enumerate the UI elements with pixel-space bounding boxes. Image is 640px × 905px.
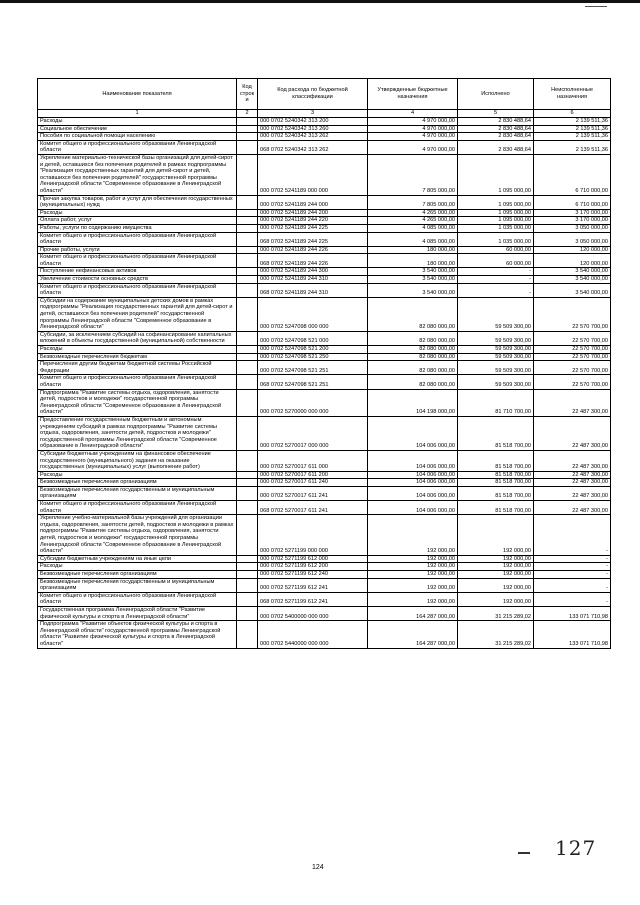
row-approved: 164 287 000,00 — [368, 606, 458, 620]
row-approved: 3 540 000,00 — [368, 268, 458, 276]
row-unexecuted: 133 071 710,98 — [534, 606, 611, 620]
row-unexecuted: 22 570 700,00 — [534, 375, 611, 389]
row-line-code — [237, 224, 258, 232]
table-row — [38, 217, 611, 225]
table-row — [38, 578, 611, 592]
row-executed: 59 509 300,00 — [458, 361, 534, 375]
row-unexecuted: 22 570 700,00 — [534, 346, 611, 354]
row-unexecuted: 133 071 710,98 — [534, 621, 611, 648]
row-name: Расходы — [38, 346, 237, 354]
top-corner-mark — [585, 6, 607, 7]
row-line-code — [237, 154, 258, 195]
row-approved: 104 006 000,00 — [368, 416, 458, 450]
row-unexecuted: 2 139 511,36 — [534, 133, 611, 141]
row-executed: 59 509 300,00 — [458, 346, 534, 354]
row-approved: 180 000,00 — [368, 254, 458, 268]
row-line-code — [237, 389, 258, 416]
row-expense-code: 068 0702 5241189 244 310 — [258, 283, 368, 297]
row-expense-code: 000 0702 5271199 000 000 — [258, 515, 368, 556]
row-expense-code: 000 0702 5440000 000 000 — [258, 621, 368, 648]
stamp-dash — [518, 852, 530, 854]
row-expense-code: 000 0702 5271199 612 240 — [258, 571, 368, 579]
row-expense-code: 000 0702 5241189 244 200 — [258, 209, 368, 217]
row-executed: 1 095 000,00 — [458, 195, 534, 209]
row-executed: 192 000,00 — [458, 571, 534, 579]
row-approved: 104 006 000,00 — [368, 479, 458, 487]
row-expense-code: 068 0702 5240342 313 262 — [258, 140, 368, 154]
table-row — [38, 283, 611, 297]
row-executed: 2 830 488,64 — [458, 125, 534, 133]
row-line-code — [237, 450, 258, 471]
row-approved: 192 000,00 — [368, 563, 458, 571]
row-executed: 1 095 000,00 — [458, 209, 534, 217]
row-approved: 192 000,00 — [368, 592, 458, 606]
row-name: Перечисления другим бюджетам бюджетной системы Российской Федерации — [38, 361, 237, 375]
header-row-code: Код строк и — [237, 79, 258, 110]
row-expense-code: 000 0702 5241189 000 000 — [258, 154, 368, 195]
row-unexecuted: 22 487 300,00 — [534, 486, 611, 500]
column-number: 5 — [458, 110, 534, 118]
row-name: Безвозмездные перечисления государственным и муниципальным организациям — [38, 486, 237, 500]
row-approved: 7 805 000,00 — [368, 154, 458, 195]
column-number: 6 — [534, 110, 611, 118]
row-approved: 4 085 000,00 — [368, 224, 458, 232]
row-line-code — [237, 268, 258, 276]
row-line-code — [237, 555, 258, 563]
table-row — [38, 195, 611, 209]
row-approved: 180 000,00 — [368, 246, 458, 254]
row-line-code — [237, 375, 258, 389]
row-expense-code: 068 0702 5270017 611 241 — [258, 501, 368, 515]
row-expense-code: 000 0702 5241189 244 226 — [258, 246, 368, 254]
row-expense-code: 000 0702 5270017 611 240 — [258, 479, 368, 487]
row-approved: 4 970 000,00 — [368, 118, 458, 126]
row-unexecuted: 3 170 000,00 — [534, 217, 611, 225]
row-unexecuted: 22 487 300,00 — [534, 479, 611, 487]
row-unexecuted: 3 050 000,00 — [534, 232, 611, 246]
budget-execution-table — [37, 78, 611, 649]
row-unexecuted: 2 139 511,36 — [534, 125, 611, 133]
row-approved: 82 080 000,00 — [368, 361, 458, 375]
table-row — [38, 246, 611, 254]
row-name: Пособия по социальной помощи населению — [38, 133, 237, 141]
row-approved: 192 000,00 — [368, 578, 458, 592]
row-executed: 2 830 488,64 — [458, 118, 534, 126]
table-row — [38, 416, 611, 450]
row-name: Подпрограмма "Развитие объектов физической культуры и спорта в Ленинградской области" государственной программы Ленинградской области "Развитие физической культуры и спорта в Ленинградской области" — [38, 621, 237, 648]
row-executed: 1 035 000,00 — [458, 232, 534, 246]
row-line-code — [237, 592, 258, 606]
row-unexecuted: 3 170 000,00 — [534, 209, 611, 217]
row-executed: 59 509 300,00 — [458, 375, 534, 389]
column-number: 1 — [38, 110, 237, 118]
row-unexecuted: - — [534, 563, 611, 571]
row-line-code — [237, 209, 258, 217]
header-indicator-name: Наименование показателя — [38, 79, 237, 110]
row-unexecuted: 22 570 700,00 — [534, 361, 611, 375]
row-approved: 164 287 000,00 — [368, 621, 458, 648]
row-line-code — [237, 353, 258, 361]
row-name: Социальное обеспечение — [38, 125, 237, 133]
row-executed: 81 710 700,00 — [458, 389, 534, 416]
row-unexecuted: 120 000,00 — [534, 246, 611, 254]
row-line-code — [237, 140, 258, 154]
header-approved: Утвержденные бюджетные назначения — [368, 79, 458, 110]
row-unexecuted: - — [534, 555, 611, 563]
table-row — [38, 592, 611, 606]
header-unexecuted: Неисполненные назначения — [534, 79, 611, 110]
row-executed: 31 215 289,02 — [458, 606, 534, 620]
row-name: Комитет общего и профессионального образования Ленинградской области — [38, 140, 237, 154]
row-approved: 4 970 000,00 — [368, 140, 458, 154]
row-name: Комитет общего и профессионального образования Ленинградской области — [38, 232, 237, 246]
row-line-code — [237, 486, 258, 500]
row-executed: 192 000,00 — [458, 563, 534, 571]
table-header-row — [38, 79, 611, 110]
row-expense-code: 000 0702 5241189 244 000 — [258, 195, 368, 209]
row-line-code — [237, 361, 258, 375]
row-line-code — [237, 346, 258, 354]
table-row — [38, 254, 611, 268]
row-line-code — [237, 133, 258, 141]
top-border-line — [0, 0, 640, 3]
table-row — [38, 515, 611, 556]
header-executed: Исполнено — [458, 79, 534, 110]
row-unexecuted: 22 487 300,00 — [534, 471, 611, 479]
row-name: Прочая закупка товаров, работ и услуг для обеспечения государственных (муниципальных) нужд — [38, 195, 237, 209]
row-approved: 192 000,00 — [368, 555, 458, 563]
column-number: 2 — [237, 110, 258, 118]
row-line-code — [237, 571, 258, 579]
row-approved: 104 006 000,00 — [368, 450, 458, 471]
row-expense-code: 000 0702 5241189 244 225 — [258, 224, 368, 232]
table-row — [38, 471, 611, 479]
row-unexecuted: 22 487 300,00 — [534, 450, 611, 471]
row-name: Укрепление учебно-материальной базы учреждений для организации отдыха, оздоровления, занятости детей, подростков и молодежи в рамках подпрограммы "Развитие системы отдыха, оздоровления, занятости детей, подростков и молодежи" государственной программы Ленинградской области "Современное образование в Ленинградской области" — [38, 515, 237, 556]
table-row — [38, 331, 611, 345]
table-row — [38, 268, 611, 276]
row-name: Субсидии, за исключением субсидий на софинансирование капитальных вложений в объекты государственной (муниципальной) собственности — [38, 331, 237, 345]
row-unexecuted: 2 139 511,36 — [534, 118, 611, 126]
table-row — [38, 621, 611, 648]
table-row — [38, 140, 611, 154]
row-expense-code: 068 0702 5241189 244 226 — [258, 254, 368, 268]
row-unexecuted: - — [534, 592, 611, 606]
row-expense-code: 000 0702 5241189 244 220 — [258, 217, 368, 225]
table-row — [38, 571, 611, 579]
row-approved: 4 970 000,00 — [368, 133, 458, 141]
row-expense-code: 000 0702 5241189 244 310 — [258, 276, 368, 284]
row-approved: 82 080 000,00 — [368, 375, 458, 389]
row-expense-code: 000 0702 5271199 612 200 — [258, 563, 368, 571]
row-executed: - — [458, 268, 534, 276]
row-name: Субсидии на содержание муниципальных детских домов в рамках подпрограммы "Реализация государственных гарантий для детей-сирот и детей, оставшихся без попечения родителей" государственной программы Ленинградской области "Современное образование в Ленинградской области" — [38, 297, 237, 331]
column-number: 4 — [368, 110, 458, 118]
row-unexecuted: 22 570 700,00 — [534, 353, 611, 361]
row-expense-code: 000 0702 5271199 612 241 — [258, 578, 368, 592]
row-unexecuted: 22 487 300,00 — [534, 416, 611, 450]
row-expense-code: 000 0702 5270017 611 000 — [258, 450, 368, 471]
row-executed: 2 830 488,64 — [458, 133, 534, 141]
row-unexecuted: 6 710 000,00 — [534, 154, 611, 195]
row-line-code — [237, 232, 258, 246]
row-unexecuted: 22 487 300,00 — [534, 501, 611, 515]
row-line-code — [237, 621, 258, 648]
table-row — [38, 224, 611, 232]
table-row — [38, 479, 611, 487]
row-name: Подпрограмма "Развитие системы отдыха, оздоровления, занятости детей, подростков и молодежи" государственной программы Ленинградской области "Современное образование в Ленинградской области" — [38, 389, 237, 416]
row-name: Комитет общего и профессионального образования Ленинградской области — [38, 375, 237, 389]
table-row — [38, 375, 611, 389]
page-number: 124 — [312, 864, 324, 871]
row-expense-code: 000 0702 5247098 521 251 — [258, 361, 368, 375]
table-row — [38, 297, 611, 331]
row-name: Субсидии бюджетным учреждениям на финансовое обеспечение государственного (муниципального) задания на оказание государственных (муниципальных) услуг (выполнение работ) — [38, 450, 237, 471]
row-unexecuted: - — [534, 578, 611, 592]
row-line-code — [237, 125, 258, 133]
row-executed: 1 095 000,00 — [458, 154, 534, 195]
row-executed: 60 000,00 — [458, 246, 534, 254]
row-name: Укрепление материально-технической базы организаций для детей-сирот и детей, оставшихся без попечения родителей в рамках подпрограммы "Реализация государственных гарантий для детей-сирот и детей, оставшихся без попечения родителей" государственной программы Ленинградской области "Современное образование в Ленинградской области" — [38, 154, 237, 195]
handwritten-page-stamp: 127 — [555, 836, 597, 860]
row-expense-code: 000 0702 5270017 000 000 — [258, 416, 368, 450]
row-expense-code: 000 0702 5240342 313 200 — [258, 118, 368, 126]
row-unexecuted: - — [534, 515, 611, 556]
row-executed: 59 509 300,00 — [458, 331, 534, 345]
row-name: Безвозмездные перечисления организациям — [38, 479, 237, 487]
row-unexecuted: 2 139 511,36 — [534, 140, 611, 154]
row-line-code — [237, 471, 258, 479]
row-unexecuted: 22 570 700,00 — [534, 331, 611, 345]
row-name: Расходы — [38, 563, 237, 571]
row-approved: 4 085 000,00 — [368, 232, 458, 246]
table-row — [38, 154, 611, 195]
row-executed: 2 830 488,64 — [458, 140, 534, 154]
row-executed: 192 000,00 — [458, 592, 534, 606]
row-executed: - — [458, 283, 534, 297]
table-row — [38, 606, 611, 620]
row-unexecuted: 6 710 000,00 — [534, 195, 611, 209]
row-expense-code: 000 0702 5247098 521 250 — [258, 353, 368, 361]
row-executed: 192 000,00 — [458, 578, 534, 592]
row-executed: 59 509 300,00 — [458, 353, 534, 361]
row-approved: 3 540 000,00 — [368, 276, 458, 284]
header-expense-code: Код расхода по бюджетной классификации — [258, 79, 368, 110]
row-expense-code: 000 0702 5400000 000 000 — [258, 606, 368, 620]
row-name: Оплата работ, услуг — [38, 217, 237, 225]
row-expense-code: 000 0702 5240342 313 260 — [258, 125, 368, 133]
row-executed: 81 518 700,00 — [458, 416, 534, 450]
row-unexecuted: 3 050 000,00 — [534, 224, 611, 232]
row-executed: 81 518 700,00 — [458, 471, 534, 479]
row-approved: 4 265 000,00 — [368, 209, 458, 217]
row-name: Увеличение стоимости основных средств — [38, 276, 237, 284]
report-sheet — [37, 78, 610, 649]
row-line-code — [237, 578, 258, 592]
row-line-code — [237, 297, 258, 331]
table-row — [38, 346, 611, 354]
table-row — [38, 555, 611, 563]
row-line-code — [237, 195, 258, 209]
row-name: Безвозмездные перечисления бюджетам — [38, 353, 237, 361]
row-executed: 81 518 700,00 — [458, 450, 534, 471]
table-row — [38, 389, 611, 416]
row-name: Комитет общего и профессионального образования Ленинградской области — [38, 254, 237, 268]
row-name: Расходы — [38, 209, 237, 217]
table-row — [38, 118, 611, 126]
row-executed: 60 000,00 — [458, 254, 534, 268]
row-name: Комитет общего и профессионального образования Ленинградской области — [38, 283, 237, 297]
row-unexecuted: 22 487 300,00 — [534, 389, 611, 416]
row-unexecuted: 3 540 000,00 — [534, 276, 611, 284]
row-approved: 4 970 000,00 — [368, 125, 458, 133]
row-executed: 81 518 700,00 — [458, 501, 534, 515]
row-executed: 81 518 700,00 — [458, 479, 534, 487]
row-line-code — [237, 515, 258, 556]
row-approved: 82 080 000,00 — [368, 297, 458, 331]
row-line-code — [237, 331, 258, 345]
row-executed: 1 035 000,00 — [458, 224, 534, 232]
row-line-code — [237, 246, 258, 254]
table-row — [38, 501, 611, 515]
table-row — [38, 276, 611, 284]
row-approved: 192 000,00 — [368, 515, 458, 556]
row-expense-code: 068 0702 5241189 244 225 — [258, 232, 368, 246]
row-name: Комитет общего и профессионального образования Ленинградской области — [38, 592, 237, 606]
row-approved: 104 006 000,00 — [368, 486, 458, 500]
row-executed: 81 518 700,00 — [458, 486, 534, 500]
row-approved: 82 080 000,00 — [368, 331, 458, 345]
row-executed: 192 000,00 — [458, 555, 534, 563]
row-line-code — [237, 563, 258, 571]
row-unexecuted: 22 570 700,00 — [534, 297, 611, 331]
row-name: Расходы — [38, 118, 237, 126]
row-line-code — [237, 254, 258, 268]
table-row — [38, 353, 611, 361]
row-name: Прочие работы, услуги — [38, 246, 237, 254]
column-number-row — [38, 110, 611, 118]
row-executed: 1 095 000,00 — [458, 217, 534, 225]
row-expense-code: 068 0702 5271199 612 241 — [258, 592, 368, 606]
row-executed: 31 215 289,02 — [458, 621, 534, 648]
row-line-code — [237, 416, 258, 450]
table-row — [38, 133, 611, 141]
row-name: Субсидии бюджетным учреждениям на иные цели — [38, 555, 237, 563]
row-expense-code: 000 0702 5271199 612 000 — [258, 555, 368, 563]
table-row — [38, 125, 611, 133]
row-executed: 59 509 300,00 — [458, 297, 534, 331]
table-row — [38, 209, 611, 217]
row-expense-code: 000 0702 5241189 244 300 — [258, 268, 368, 276]
table-row — [38, 486, 611, 500]
column-number: 3 — [258, 110, 368, 118]
row-approved: 3 540 000,00 — [368, 283, 458, 297]
row-expense-code: 000 0702 5270017 611 200 — [258, 471, 368, 479]
table-body — [38, 118, 611, 649]
row-line-code — [237, 276, 258, 284]
row-expense-code: 068 0702 5247098 521 251 — [258, 375, 368, 389]
row-executed: 192 000,00 — [458, 515, 534, 556]
row-name: Предоставление государственным бюджетным и автономным учреждениям субсидий в рамках подпрограммы "Развитие системы отдыха, оздоровления, занятости детей, подростков и молодежи" государственной программы Ленинградской области "Современное образование в Ленинградской области" — [38, 416, 237, 450]
row-name: Безвозмездные перечисления государственным и муниципальным организациям — [38, 578, 237, 592]
row-approved: 104 198 000,00 — [368, 389, 458, 416]
table-row — [38, 361, 611, 375]
row-line-code — [237, 479, 258, 487]
row-name: Расходы — [38, 471, 237, 479]
row-unexecuted: 3 540 000,00 — [534, 283, 611, 297]
row-line-code — [237, 501, 258, 515]
row-approved: 82 080 000,00 — [368, 353, 458, 361]
row-unexecuted: 120 000,00 — [534, 254, 611, 268]
table-row — [38, 450, 611, 471]
row-expense-code: 000 0702 5247098 521 200 — [258, 346, 368, 354]
table-row — [38, 232, 611, 246]
row-expense-code: 000 0702 5247098 521 000 — [258, 331, 368, 345]
table-row — [38, 563, 611, 571]
row-unexecuted: 3 540 000,00 — [534, 268, 611, 276]
row-approved: 82 080 000,00 — [368, 346, 458, 354]
row-name: Комитет общего и профессионального образования Ленинградской области — [38, 501, 237, 515]
row-executed: - — [458, 276, 534, 284]
row-approved: 4 265 000,00 — [368, 217, 458, 225]
row-line-code — [237, 606, 258, 620]
row-expense-code: 000 0702 5247098 000 000 — [258, 297, 368, 331]
row-expense-code: 000 0702 5270000 000 000 — [258, 389, 368, 416]
row-name: Поступление нефинансовых активов — [38, 268, 237, 276]
row-approved: 104 006 000,00 — [368, 501, 458, 515]
row-approved: 104 006 000,00 — [368, 471, 458, 479]
row-expense-code: 000 0702 5270017 611 241 — [258, 486, 368, 500]
row-expense-code: 000 0702 5240342 313 262 — [258, 133, 368, 141]
row-approved: 192 000,00 — [368, 571, 458, 579]
row-unexecuted: - — [534, 571, 611, 579]
row-name: Работы, услуги по содержанию имущества — [38, 224, 237, 232]
row-name: Безвозмездные перечисления организациям — [38, 571, 237, 579]
row-approved: 7 805 000,00 — [368, 195, 458, 209]
row-name: Государственная программа Ленинградской области "Развитие физической культуры и спорта в Ленинградской области" — [38, 606, 237, 620]
row-line-code — [237, 118, 258, 126]
row-line-code — [237, 217, 258, 225]
row-line-code — [237, 283, 258, 297]
